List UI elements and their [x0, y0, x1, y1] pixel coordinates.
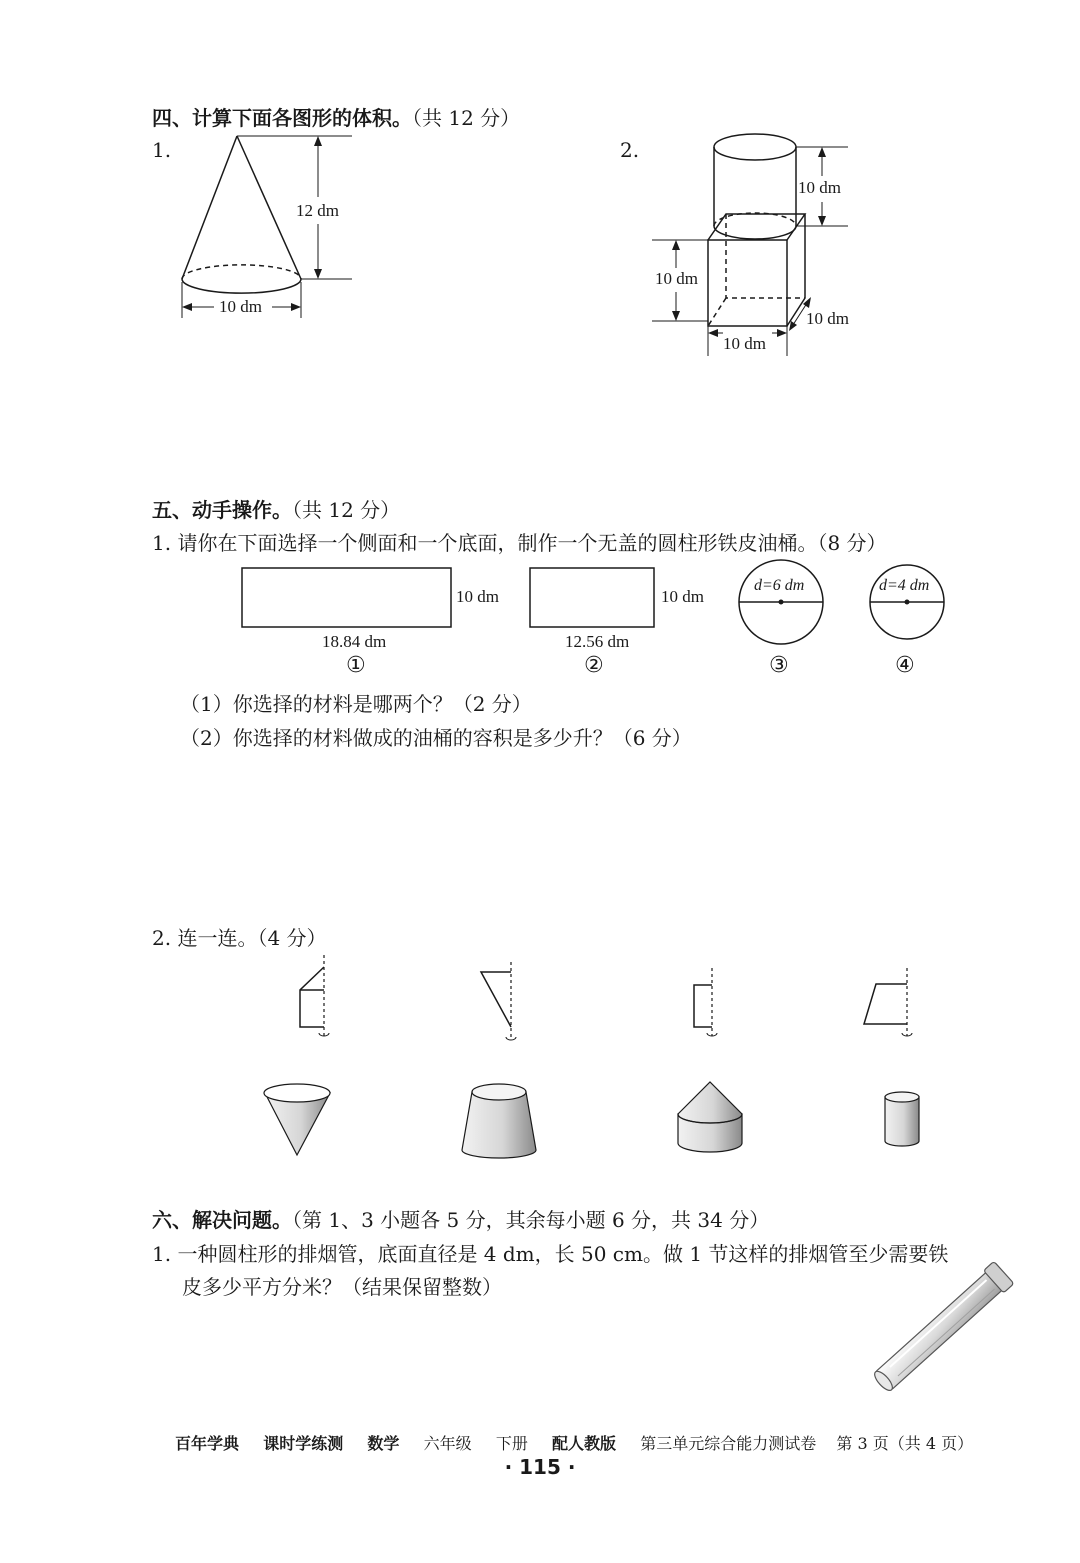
section-5-sub-question-2: （2）你选择的材料做成的油桶的容积是多少升？（6 分）: [180, 726, 692, 750]
material-2-height: 10 dm: [661, 587, 704, 606]
section-5-title: 五、动手操作。（共 12 分）: [152, 498, 401, 522]
footer-brand: 百年学典: [175, 1434, 240, 1453]
footer-series: 课时学练测: [263, 1434, 344, 1453]
material-4-number: ④: [895, 653, 915, 678]
section-5-sub-question-1: （1）你选择的材料是哪两个？（2 分）: [180, 692, 532, 716]
material-1-width: 18.84 dm: [322, 632, 387, 651]
section-6-points: （第 1、3 小题各 5 分，其余每小题 6 分，共 34 分）: [292, 1208, 770, 1232]
footer-page-info: 第 3 页（共 4 页）: [836, 1434, 974, 1453]
cube-width-label: 10 dm: [723, 334, 766, 353]
footer-grade: 六年级: [423, 1434, 472, 1453]
cone-height-label: 12 dm: [296, 201, 339, 220]
section-4-title: 四、计算下面各图形的体积。（共 12 分）: [152, 106, 521, 130]
material-4-label: d=4 dm: [879, 577, 930, 594]
material-2-number: ②: [584, 653, 604, 678]
material-1-number: ①: [346, 653, 366, 678]
page-number: · 115 ·: [504, 1455, 576, 1479]
section-5-question-2: 2. 连一连。（4 分）: [152, 926, 327, 950]
cube-height-label: 10 dm: [655, 269, 698, 288]
footer-test-name: 第三单元综合能力测试卷: [640, 1434, 817, 1453]
material-3-label: d=6 dm: [754, 577, 805, 594]
item-2-number: 2.: [620, 138, 640, 162]
footer-edition: 配人教版: [552, 1434, 617, 1453]
footer-volume: 下册: [495, 1434, 528, 1453]
section-6-title: 六、解决问题。（第 1、3 小题各 5 分，其余每小题 6 分，共 34 分）: [152, 1208, 770, 1232]
footer-subject: 数学: [367, 1434, 400, 1453]
section-6-question-1-line-1: 1. 一种圆柱形的排烟管，底面直径是 4 dm，长 50 cm。做 1 节这样的排烟管至少需要铁: [152, 1242, 949, 1266]
section-5-points: （共 12 分）: [292, 498, 401, 522]
item-1-number: 1.: [152, 138, 172, 162]
section-5-question-1: 1. 请你在下面选择一个侧面和一个底面，制作一个无盖的圆柱形铁皮油桶。（8 分）: [152, 531, 887, 555]
material-2-width: 12.56 dm: [565, 632, 630, 651]
section-6-question-1-line-2: 皮多少平方分米？（结果保留整数）: [182, 1275, 502, 1299]
cone-diameter-label: 10 dm: [219, 297, 262, 316]
section-4-points: （共 12 分）: [412, 106, 521, 130]
material-1-height: 10 dm: [456, 587, 499, 606]
material-3-number: ③: [769, 653, 789, 678]
footer-bar: [175, 1431, 973, 1454]
cylinder-height-label: 10 dm: [798, 178, 841, 197]
cube-depth-label: 10 dm: [806, 309, 849, 328]
